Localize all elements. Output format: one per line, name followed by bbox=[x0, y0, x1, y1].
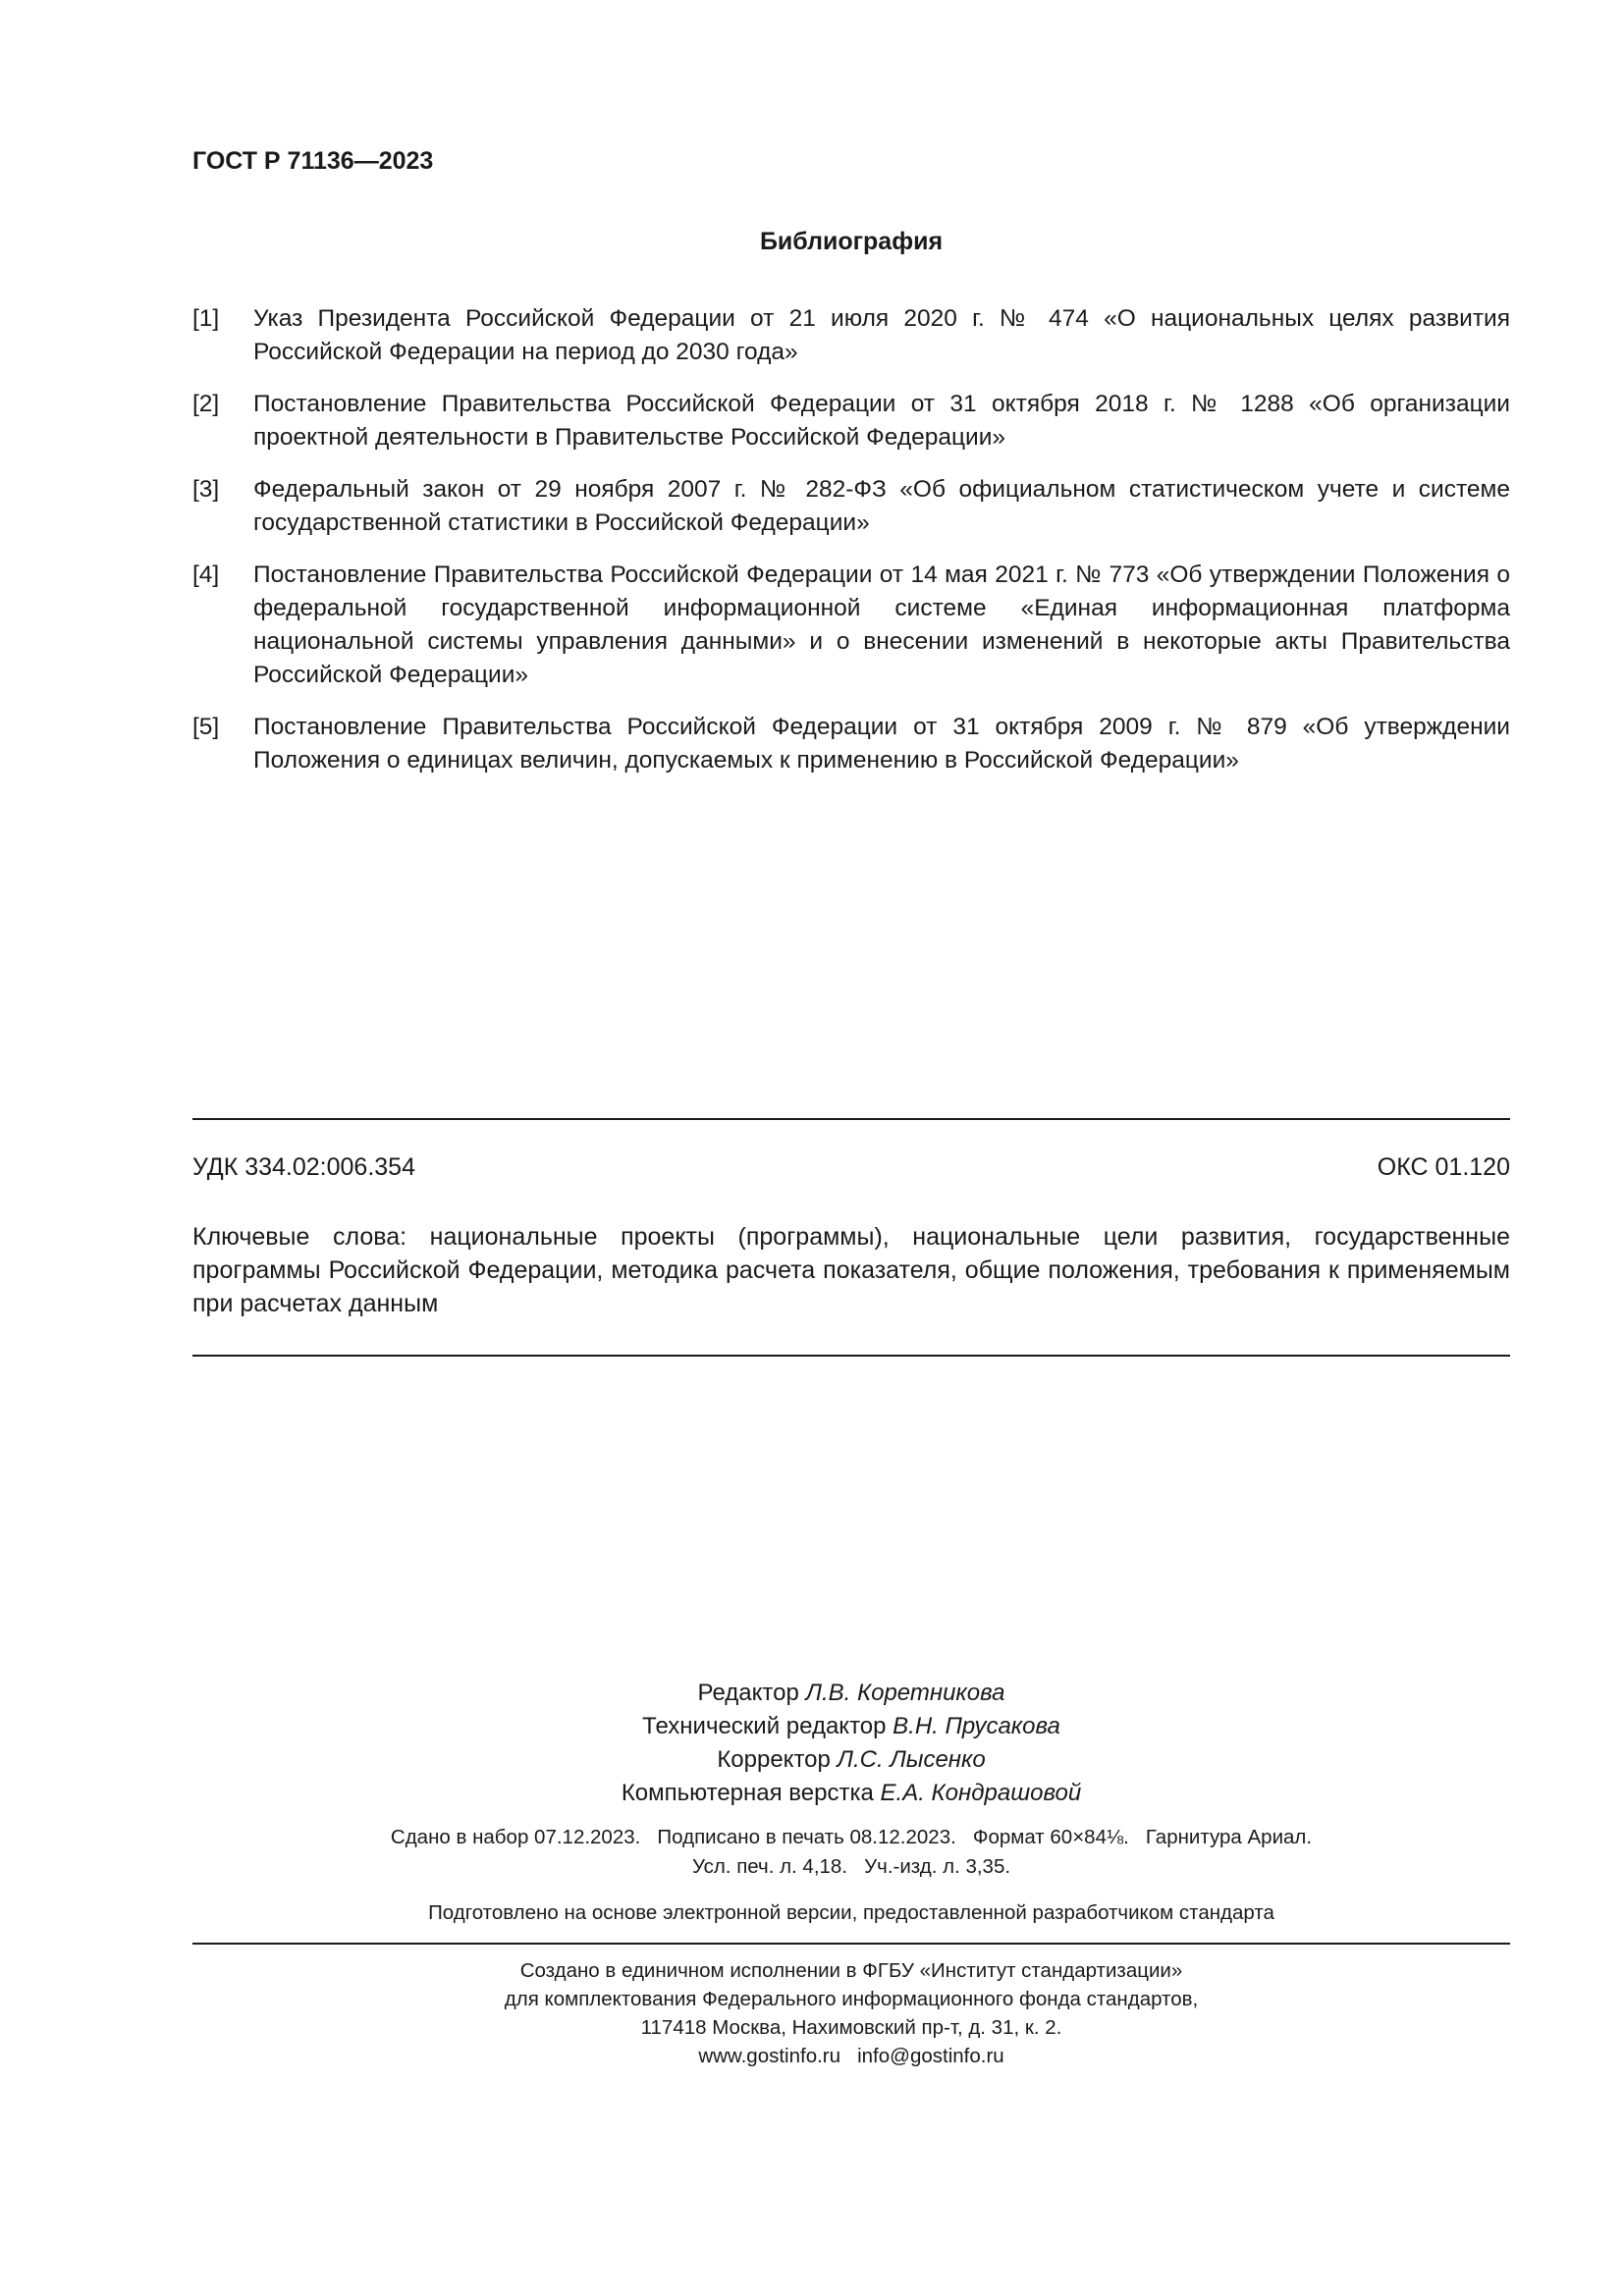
bibliography-list bbox=[192, 302, 1510, 796]
credit-tech-editor bbox=[192, 1710, 1510, 1743]
bibliography-item-number: [1] bbox=[192, 305, 220, 332]
publication-line-1: Сдано в набор 07.12.2023. Подписано в печать 08.12.2023. Формат 60×84⅛. Гарнитура Ариал. bbox=[390, 1826, 1313, 1848]
document-code: ГОСТ Р 71136—2023 bbox=[192, 147, 434, 175]
bibliography-item-text: Постановление Правительства Российской Федерации от 31 октября 2018 г. № 1288 «Об организации проектной деятельности в Правительстве Российской Федерации» bbox=[253, 391, 1510, 451]
credit-proofreader-label: Корректор bbox=[717, 1746, 831, 1773]
bibliography-item-number: [2] bbox=[192, 391, 220, 417]
credit-editor bbox=[192, 1677, 1510, 1710]
created-info bbox=[192, 1956, 1510, 2070]
credit-proofreader bbox=[192, 1743, 1510, 1777]
created-line-4: www.gostinfo.ru info@gostinfo.ru bbox=[698, 2045, 1004, 2067]
credit-editor-label: Редактор bbox=[697, 1680, 799, 1706]
created-line-1: Создано в единичном исполнении в ФГБУ «Институт стандартизации» bbox=[519, 1959, 1183, 1982]
udk-code: УДК 334.02:006.354 bbox=[192, 1153, 415, 1181]
credit-layout-label: Компьютерная верстка bbox=[621, 1780, 874, 1806]
credit-tech-editor-name: В.Н. Прусакова bbox=[893, 1713, 1060, 1739]
bibliography-item bbox=[192, 473, 1510, 540]
credit-tech-editor-label: Технический редактор bbox=[642, 1713, 887, 1739]
bibliography-item-number: [3] bbox=[192, 476, 220, 503]
bibliography-item-text: Федеральный закон от 29 ноября 2007 г. № 282-ФЗ «Об официальном статистическом учете и системе государственной статистики в Российской Федерации» bbox=[253, 476, 1510, 536]
divider-footer bbox=[192, 1943, 1510, 1945]
bibliography-title: Библиография bbox=[759, 228, 944, 255]
keywords-paragraph: Ключевые слова: национальные проекты (программы), национальные цели развития, государственные программы Российской Федерации, методика расчета показателя, общие положения, требования к применяемым при расчетах данным bbox=[192, 1223, 1510, 1317]
credits-block bbox=[192, 1677, 1510, 1810]
created-line-3: 117418 Москва, Нахимовский пр-т, д. 31, к. 2. bbox=[640, 2016, 1062, 2039]
divider-bottom bbox=[192, 1355, 1510, 1357]
publication-info bbox=[192, 1823, 1510, 1882]
bibliography-item-number: [5] bbox=[192, 714, 220, 740]
prepared-note: Подготовлено на основе электронной версии, предоставленной разработчиком стандарта bbox=[428, 1901, 1274, 1924]
bibliography-item bbox=[192, 559, 1510, 692]
publication-line-2: Усл. печ. л. 4,18. Уч.-изд. л. 3,35. bbox=[691, 1855, 1011, 1878]
credit-layout bbox=[192, 1777, 1510, 1810]
bibliography-item-number: [4] bbox=[192, 561, 220, 588]
credit-layout-name: Е.А. Кондрашовой bbox=[880, 1780, 1082, 1806]
oks-code: ОКС 01.120 bbox=[1377, 1153, 1510, 1181]
created-line-2: для комплектования Федерального информационного фонда стандартов, bbox=[504, 1988, 1199, 2010]
credit-proofreader-name: Л.С. Лысенко bbox=[837, 1746, 986, 1773]
bibliography-item bbox=[192, 711, 1510, 777]
bibliography-item bbox=[192, 302, 1510, 369]
bibliography-item-text: Постановление Правительства Российской Федерации от 14 мая 2021 г. № 773 «Об утверждении Положения о федеральной государственной информационной системе «Единая информационная платформа национальной системы управления данными» и о внесении изменений в некоторые акты Правительства Российской Федерации» bbox=[253, 561, 1510, 688]
bibliography-item-text: Указ Президента Российской Федерации от 21 июля 2020 г. № 474 «О национальных целях развития Российской Федерации на период до 2030 года» bbox=[253, 305, 1510, 365]
divider-top bbox=[192, 1118, 1510, 1120]
credit-editor-name: Л.В. Коретникова bbox=[805, 1680, 1005, 1706]
bibliography-item-text: Постановление Правительства Российской Федерации от 31 октября 2009 г. № 879 «Об утверждении Положения о единицах величин, допускаемых к применению в Российской Федерации» bbox=[253, 714, 1510, 774]
bibliography-item bbox=[192, 388, 1510, 454]
